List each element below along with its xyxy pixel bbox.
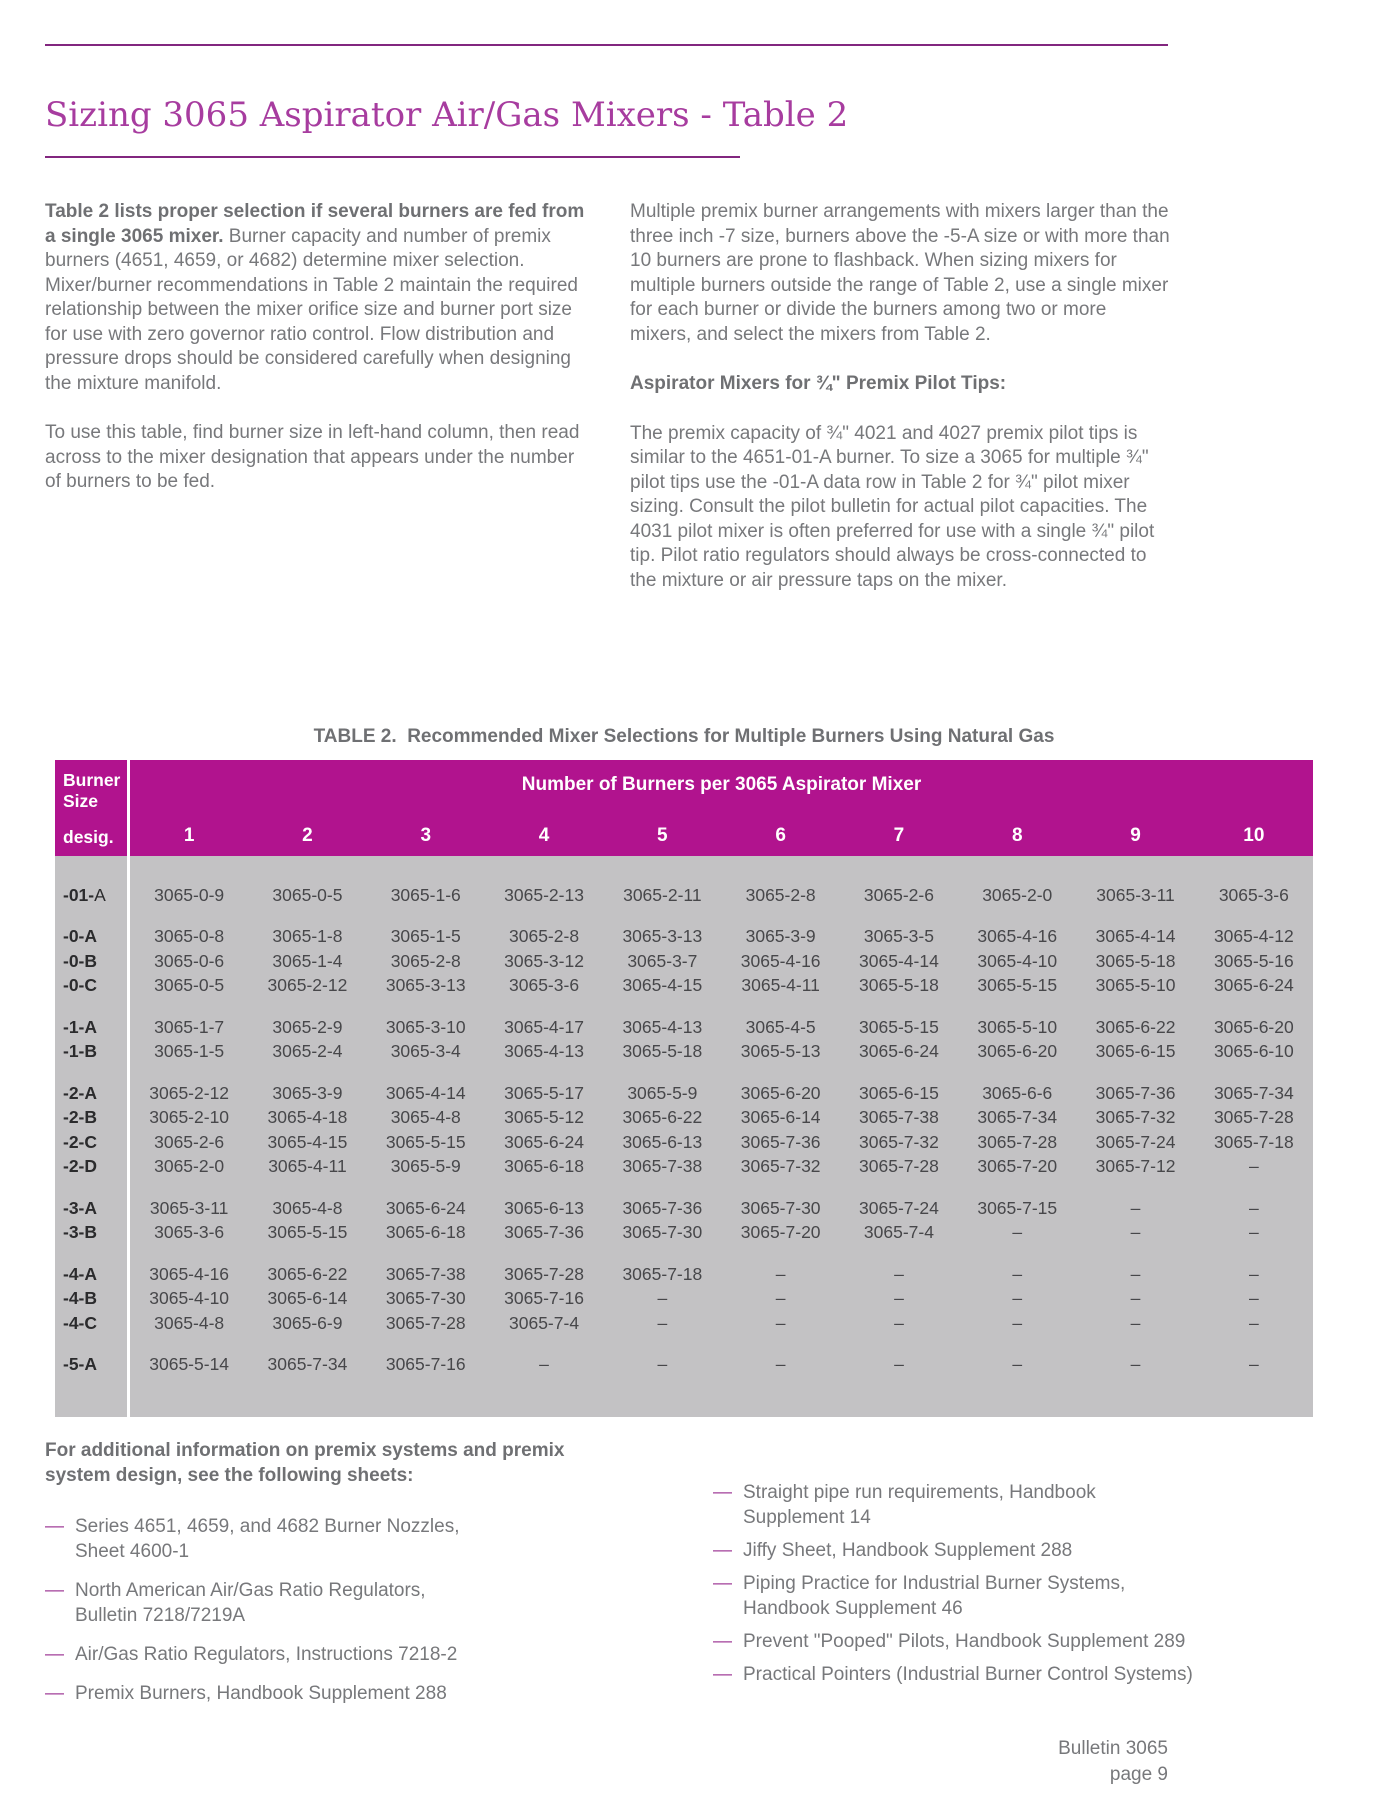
mixer-designation-cell: 3065-6-14 <box>740 1107 821 1128</box>
mixer-designation-cell: 3065-7-34 <box>1213 1082 1294 1103</box>
mixer-designation-cell: – <box>1012 1288 1023 1309</box>
mixer-designation-cell: 3065-2-13 <box>504 884 584 905</box>
mixer-designation-cell: 3065-7-36 <box>622 1197 703 1218</box>
mixer-designation-cell: 3065-4-8 <box>272 1197 343 1218</box>
mixer-designation-cell: 3065-3-12 <box>504 950 584 971</box>
mixer-designation-cell: 3065-3-11 <box>149 1197 229 1218</box>
mixer-designation-cell: – <box>1130 1263 1141 1284</box>
column-number-header: 8 <box>1011 825 1023 846</box>
table-row <box>55 1287 1313 1312</box>
mixer-designation-cell: 3065-7-32 <box>859 1131 939 1152</box>
burner-size-label: -0-A <box>63 926 98 947</box>
mixer-designation-cell: 3065-5-13 <box>740 1041 821 1062</box>
mixer-designation-cell: 3065-5-18 <box>859 975 939 996</box>
reference-item <box>713 1571 1193 1621</box>
table-row <box>55 925 1313 950</box>
mixer-designation-cell: 3065-5-15 <box>859 1016 939 1037</box>
mixer-designation-cell: 3065-7-24 <box>1095 1131 1176 1152</box>
reference-item <box>713 1538 1193 1563</box>
mixer-designation-cell: 3065-6-20 <box>740 1082 821 1103</box>
mixer-designation-cell: 3065-4-16 <box>149 1263 230 1284</box>
bulletin-page-number <box>1058 1736 1168 1788</box>
reference-item <box>45 1681 615 1706</box>
mixer-designation-cell: 3065-2-0 <box>154 1156 225 1177</box>
dash-bullet: — <box>713 1540 732 1561</box>
mixer-designation-cell: 3065-1-5 <box>154 1041 225 1062</box>
mixer-designation-cell: 3065-5-17 <box>504 1082 584 1103</box>
table-row <box>55 974 1313 999</box>
mixer-designation-cell: 3065-2-8 <box>390 950 461 971</box>
mixer-designation-cell: 3065-4-12 <box>1213 926 1294 947</box>
mixer-designation-cell: 3065-5-10 <box>977 1016 1058 1037</box>
mixer-designation-cell: 3065-7-20 <box>740 1222 821 1243</box>
mixer-designation-cell: 3065-7-16 <box>504 1288 584 1309</box>
mixer-designation-cell: – <box>1248 1354 1259 1375</box>
mixer-designation-cell: 3065-6-24 <box>859 1041 939 1062</box>
mixer-designation-cell: – <box>1012 1222 1023 1243</box>
row-group <box>55 1081 1313 1179</box>
table-row <box>55 1155 1313 1180</box>
mixer-designation-cell: 3065-6-13 <box>622 1131 703 1152</box>
burner-size-label: -3-A <box>63 1197 98 1218</box>
mixer-designation-cell: 3065-6-24 <box>385 1197 466 1218</box>
reference-text: North American Air/Gas Ratio Regulators, Bulletin 7218/7219A <box>75 1580 426 1626</box>
column-number-header: 3 <box>420 825 432 846</box>
mixer-designation-cell: – <box>657 1354 668 1375</box>
row-group <box>55 1353 1313 1378</box>
mixer-designation-cell: 3065-1-8 <box>272 926 343 947</box>
mixer-designation-cell: 3065-7-4 <box>509 1312 580 1333</box>
mixer-designation-cell: 3065-6-20 <box>977 1041 1058 1062</box>
mixer-designation-cell: 3065-5-10 <box>1095 975 1176 996</box>
mixer-designation-cell: 3065-1-4 <box>272 950 343 971</box>
mixer-designation-cell: 3065-1-7 <box>154 1016 225 1037</box>
reference-text: Prevent "Pooped" Pilots, Handbook Supplement 289 <box>743 1631 1186 1652</box>
mixer-designation-cell: 3065-2-8 <box>509 926 580 947</box>
reference-item <box>713 1629 1193 1654</box>
table-row <box>55 1311 1313 1336</box>
mixer-designation-cell: 3065-7-18 <box>622 1263 703 1284</box>
mixer-designation-cell: – <box>1248 1288 1259 1309</box>
mixer-designation-cell: 3065-4-10 <box>977 950 1058 971</box>
mixer-designation-cell: 3065-3-5 <box>863 926 934 947</box>
mixer-designation-cell: 3065-7-28 <box>977 1131 1058 1152</box>
mixer-designation-cell: 3065-4-16 <box>740 950 821 971</box>
table-column-numbers <box>130 825 1313 856</box>
mixer-designation-cell: 3065-4-15 <box>267 1131 348 1152</box>
mixer-designation-cell: 3065-5-15 <box>267 1222 348 1243</box>
burner-size-label: -2-D <box>63 1156 98 1177</box>
mixer-designation-cell: 3065-7-30 <box>740 1197 821 1218</box>
reference-item <box>45 1514 615 1564</box>
mixer-designation-cell: 3065-6-18 <box>504 1156 584 1177</box>
mixer-designation-cell: 3065-7-16 <box>385 1354 466 1375</box>
mixer-designation-cell: – <box>775 1263 786 1284</box>
mixer-designation-cell: 3065-7-15 <box>977 1197 1058 1218</box>
mixer-designation-cell: 3065-6-15 <box>859 1082 939 1103</box>
burner-size-label: -4-A <box>63 1263 98 1284</box>
reference-item <box>45 1578 615 1628</box>
intro-right-column <box>630 200 1170 593</box>
table-row <box>55 1262 1313 1287</box>
mixer-designation-cell: 3065-3-13 <box>385 975 466 996</box>
mixer-designation-cell: 3065-3-10 <box>385 1016 466 1037</box>
reference-item <box>713 1480 1193 1530</box>
additional-info-right <box>713 1480 1193 1695</box>
mixer-designation-cell: 3065-6-24 <box>1213 975 1294 996</box>
mixer-designation-cell: 3065-6-20 <box>1213 1016 1294 1037</box>
reference-text: Straight pipe run requirements, Handbook Supplement 14 <box>743 1482 1096 1528</box>
table-header <box>55 760 1313 856</box>
mixer-designation-cell: 3065-3-13 <box>622 926 703 947</box>
mixer-designation-cell: 3065-7-28 <box>504 1263 584 1284</box>
burner-size-label: -1-B <box>63 1041 98 1062</box>
mixer-designation-cell: 3065-7-20 <box>977 1156 1058 1177</box>
table-row <box>55 883 1313 908</box>
mixer-designation-cell: 3065-2-0 <box>982 884 1053 905</box>
mixer-designation-cell: 3065-7-30 <box>622 1222 703 1243</box>
mixer-designation-cell: 3065-6-13 <box>504 1197 584 1218</box>
row-group <box>55 1196 1313 1245</box>
mixer-designation-cell: – <box>1248 1263 1259 1284</box>
mixer-designation-cell: 3065-2-6 <box>154 1131 225 1152</box>
mixer-designation-cell: 3065-5-15 <box>385 1131 466 1152</box>
mixer-designation-cell: – <box>657 1312 668 1333</box>
mixer-designation-cell: 3065-0-8 <box>154 926 225 947</box>
table-row <box>55 1130 1313 1155</box>
mixer-designation-cell: 3065-7-38 <box>385 1263 466 1284</box>
mixer-designation-cell: 3065-5-9 <box>390 1156 461 1177</box>
table-caption-label: TABLE 2. <box>313 726 397 747</box>
mixer-designation-cell: 3065-7-32 <box>740 1156 821 1177</box>
mixer-designation-cell: 3065-7-4 <box>863 1222 934 1243</box>
additional-info-heading: For additional information on premix systems and premix system design, see the following sheets: <box>45 1440 565 1486</box>
mixer-designation-cell: 3065-4-8 <box>390 1107 461 1128</box>
mixer-designation-cell: 3065-2-11 <box>623 884 702 905</box>
mixer-designation-cell: 3065-4-15 <box>622 975 703 996</box>
mixer-designation-cell: 3065-3-7 <box>627 950 698 971</box>
table-body <box>55 856 1313 1417</box>
burner-size-label: -01-A <box>63 884 106 905</box>
mixer-designation-cell: 3065-5-14 <box>149 1354 230 1375</box>
flashback-paragraph: Multiple premix burner arrangements with mixers larger than the three inch -7 size, burners above the -5-A size or with more than 10 burners are prone to flashback. When sizing mixers for multiple burners outside the range of Table 2, use a single mixer for each burner or divide the burners among two or more mixers, and select the mixers from Table 2. <box>630 201 1170 345</box>
table-row <box>55 1221 1313 1246</box>
mixer-designation-cell: – <box>775 1288 786 1309</box>
intro-left-column <box>45 200 593 593</box>
column-number-header: 9 <box>1130 825 1141 846</box>
mixer-designation-cell: – <box>894 1263 904 1284</box>
mixer-designation-cell: 3065-7-36 <box>504 1222 584 1243</box>
row-group <box>55 883 1313 908</box>
mixer-designation-cell: 3065-3-11 <box>1096 884 1175 905</box>
corner-line-2: Size <box>63 791 99 811</box>
mixer-designation-cell: 3065-4-18 <box>267 1107 348 1128</box>
burner-size-label: -0-B <box>63 950 98 971</box>
mixer-designation-cell: 3065-6-6 <box>982 1082 1053 1103</box>
column-number-header: 10 <box>1243 825 1265 846</box>
page-number: page 9 <box>1109 1764 1168 1785</box>
mixer-designation-cell: 3065-4-13 <box>504 1041 584 1062</box>
row-group <box>55 925 1313 999</box>
mixer-designation-cell: – <box>894 1312 904 1333</box>
mixer-designation-cell: – <box>1130 1354 1141 1375</box>
column-number-header: 5 <box>657 825 668 846</box>
mixer-designation-cell: – <box>1130 1222 1141 1243</box>
burner-size-label: -0-C <box>63 975 98 996</box>
mixer-designation-cell: – <box>539 1354 549 1375</box>
mixer-designation-cell: 3065-4-14 <box>385 1082 466 1103</box>
dash-bullet: — <box>713 1664 732 1685</box>
table-caption-text: Recommended Mixer Selections for Multiple Burners Using Natural Gas <box>407 726 1055 747</box>
mixer-designation-cell: 3065-0-9 <box>154 884 225 905</box>
burner-size-label: -2-C <box>63 1131 98 1152</box>
mixer-designation-cell: – <box>1248 1222 1259 1243</box>
mixer-designation-cell: 3065-7-38 <box>622 1156 703 1177</box>
mixer-designation-cell: 3065-4-13 <box>622 1016 703 1037</box>
mixer-designation-cell: 3065-2-12 <box>267 975 348 996</box>
mixer-designation-cell: – <box>1130 1197 1141 1218</box>
mixer-designation-cell: 3065-6-15 <box>1095 1041 1176 1062</box>
table-row <box>55 1081 1313 1106</box>
table-row <box>55 1196 1313 1221</box>
mixer-designation-cell: 3065-0-6 <box>154 950 225 971</box>
mixer-designation-cell: 3065-7-28 <box>385 1312 466 1333</box>
mixer-designation-cell: 3065-6-9 <box>272 1312 343 1333</box>
column-number-header: 1 <box>183 825 195 846</box>
right-reference-list <box>713 1480 1193 1687</box>
row-group <box>55 1015 1313 1064</box>
mixer-designation-cell: – <box>894 1354 904 1375</box>
intro-paragraph-1-bold: Table 2 lists proper selection if several burners are fed from a single 3065 mixer. <box>45 201 585 247</box>
reference-item <box>713 1662 1193 1687</box>
mixer-designation-cell: 3065-7-12 <box>1095 1156 1176 1177</box>
mixer-designation-cell: 3065-6-22 <box>622 1107 703 1128</box>
mixer-designation-cell: 3065-5-12 <box>504 1107 584 1128</box>
mixer-designation-cell: – <box>1248 1197 1259 1218</box>
mixer-designation-cell: 3065-6-24 <box>504 1131 584 1152</box>
mixer-designation-cell: 3065-1-6 <box>390 884 461 905</box>
additional-info-left <box>45 1438 615 1720</box>
title-underline-rule <box>45 156 740 158</box>
pilot-tips-heading: Aspirator Mixers for ¾" Premix Pilot Tips: <box>630 373 1007 394</box>
page-title: Sizing 3065 Aspirator Air/Gas Mixers - Table 2 <box>45 94 849 135</box>
mixer-designation-cell: 3065-2-6 <box>863 884 934 905</box>
mixer-designation-cell: 3065-5-18 <box>1095 950 1176 971</box>
dash-bullet: — <box>713 1482 732 1503</box>
mixer-designation-cell: 3065-3-6 <box>509 975 580 996</box>
mixer-designation-cell: 3065-2-8 <box>745 884 816 905</box>
mixer-designation-cell: 3065-3-9 <box>272 1082 343 1103</box>
table-row <box>55 1015 1313 1040</box>
column-number-header: 2 <box>302 825 313 846</box>
mixer-designation-cell: 3065-3-9 <box>745 926 816 947</box>
dash-bullet: — <box>45 1516 64 1537</box>
mixer-designation-cell: 3065-4-10 <box>149 1288 230 1309</box>
mixer-designation-cell: 3065-3-6 <box>1218 884 1289 905</box>
mixer-designation-cell: 3065-7-28 <box>859 1156 939 1177</box>
mixer-designation-cell: 3065-1-5 <box>390 926 461 947</box>
reference-text: Air/Gas Ratio Regulators, Instructions 7218-2 <box>75 1644 458 1665</box>
mixer-designation-cell: – <box>1248 1156 1259 1177</box>
mixer-designation-cell: 3065-0-5 <box>272 884 343 905</box>
mixer-designation-cell: 3065-4-11 <box>268 1156 347 1177</box>
mixer-designation-cell: 3065-5-9 <box>627 1082 698 1103</box>
mixer-designation-cell: 3065-6-18 <box>385 1222 466 1243</box>
dash-bullet: — <box>713 1573 732 1594</box>
mixer-designation-cell: – <box>1130 1312 1141 1333</box>
mixer-designation-cell: 3065-4-14 <box>1095 926 1176 947</box>
mixer-designation-cell: 3065-7-36 <box>1095 1082 1176 1103</box>
mixer-designation-cell: 3065-5-16 <box>1213 950 1294 971</box>
row-group <box>55 1262 1313 1336</box>
table-row <box>55 949 1313 974</box>
top-rule <box>45 44 1168 46</box>
reference-text: Piping Practice for Industrial Burner Systems, Handbook Supplement 46 <box>743 1573 1126 1619</box>
mixer-designation-cell: 3065-7-34 <box>977 1107 1058 1128</box>
mixer-designation-cell: 3065-6-14 <box>267 1288 348 1309</box>
mixer-designation-cell: – <box>1012 1354 1023 1375</box>
table-row <box>55 1106 1313 1131</box>
mixer-designation-cell: 3065-4-14 <box>859 950 939 971</box>
column-number-header: 6 <box>775 825 786 846</box>
burner-size-label: -2-B <box>63 1107 98 1128</box>
mixer-selection-table <box>55 760 1313 1417</box>
dash-bullet: — <box>713 1631 732 1652</box>
mixer-designation-cell: 3065-7-32 <box>1095 1107 1176 1128</box>
mixer-designation-cell: – <box>775 1354 786 1375</box>
mixer-designation-cell: 3065-3-6 <box>154 1222 225 1243</box>
mixer-designation-cell: 3065-2-12 <box>149 1082 230 1103</box>
table-column-separator <box>127 760 130 1417</box>
burners-per-mixer-header: Number of Burners per 3065 Aspirator Mixer <box>521 774 922 795</box>
mixer-designation-cell: 3065-3-4 <box>390 1041 461 1062</box>
burner-size-label: -4-C <box>63 1312 98 1333</box>
intro-paragraph-2: To use this table, find burner size in left-hand column, then read across to the mixer designation that appears under the number of burners to be fed. <box>45 422 580 492</box>
intro-paragraph-1-rest: Burner capacity and number of premix burners (4651, 4659, or 4682) determine mixer selection. Mixer/burner recommendations in Table 2 maintain the required relationship between the mixer orifice size and burner port size for use with zero governor ratio control. Flow distribution and pressure drops should be considered carefully when designing the mixture manifold. <box>45 225 578 394</box>
column-number-header: 4 <box>538 825 550 846</box>
table-row <box>55 1040 1313 1065</box>
burner-size-label: -4-B <box>63 1288 98 1309</box>
reference-text: Series 4651, 4659, and 4682 Burner Nozzles, Sheet 4600-1 <box>75 1516 460 1562</box>
mixer-designation-cell: – <box>657 1288 668 1309</box>
burner-size-label: -1-A <box>63 1016 98 1037</box>
table-row <box>55 1353 1313 1378</box>
mixer-designation-cell: 3065-7-18 <box>1213 1131 1294 1152</box>
mixer-designation-cell: 3065-6-22 <box>267 1263 348 1284</box>
table-header-right <box>130 760 1313 856</box>
mixer-designation-cell: 3065-7-38 <box>859 1107 939 1128</box>
dash-bullet: — <box>45 1683 64 1704</box>
dash-bullet: — <box>45 1580 64 1601</box>
mixer-designation-cell: 3065-7-30 <box>385 1288 466 1309</box>
mixer-designation-cell: 3065-5-18 <box>622 1041 703 1062</box>
mixer-designation-cell: 3065-0-5 <box>154 975 225 996</box>
corner-line-3: desig. <box>63 827 114 847</box>
mixer-designation-cell: – <box>894 1288 904 1309</box>
mixer-designation-cell: 3065-7-28 <box>1213 1107 1294 1128</box>
left-reference-list <box>45 1514 615 1706</box>
mixer-designation-cell: – <box>1130 1288 1141 1309</box>
mixer-designation-cell: 3065-4-17 <box>504 1016 584 1037</box>
mixer-designation-cell: 3065-2-9 <box>272 1016 343 1037</box>
mixer-designation-cell: 3065-4-8 <box>154 1312 225 1333</box>
mixer-designation-cell: 3065-7-24 <box>859 1197 939 1218</box>
bulletin-number: Bulletin 3065 <box>1058 1738 1168 1759</box>
mixer-designation-cell: – <box>1012 1312 1023 1333</box>
pilot-tips-paragraph: The premix capacity of ¾" 4021 and 4027 premix pilot tips is similar to the 4651-01-A burner. To size a 3065 for multiple ¾" pilot tips use the -01-A data row in Table 2 for ¾" pilot mixer sizing. Consult the pilot bulletin for actual pilot capacities. The 4031 pilot mixer is often preferred for use with a single ¾" pilot tip. Pilot ratio regulators should always be cross-connected to the mixture or air pressure taps on the mixer. <box>630 422 1155 591</box>
column-number-header: 7 <box>893 825 905 846</box>
intro-paragraph-1 <box>45 200 593 396</box>
mixer-designation-cell: – <box>1248 1312 1259 1333</box>
corner-line-1: Burner <box>63 770 121 790</box>
reference-text: Premix Burners, Handbook Supplement 288 <box>75 1683 447 1704</box>
mixer-designation-cell: 3065-4-11 <box>741 975 820 996</box>
burner-size-label: -5-A <box>63 1354 98 1375</box>
burner-size-label: -3-B <box>63 1222 98 1243</box>
mixer-designation-cell: 3065-7-36 <box>740 1131 821 1152</box>
reference-item <box>45 1642 615 1667</box>
dash-bullet: — <box>45 1644 64 1665</box>
table-caption <box>55 726 1313 748</box>
mixer-designation-cell: 3065-4-5 <box>745 1016 816 1037</box>
mixer-designation-cell: 3065-5-15 <box>977 975 1058 996</box>
reference-text: Jiffy Sheet, Handbook Supplement 288 <box>743 1540 1073 1561</box>
mixer-designation-cell: 3065-2-10 <box>149 1107 230 1128</box>
mixer-designation-cell: 3065-6-10 <box>1213 1041 1294 1062</box>
mixer-designation-cell: 3065-7-34 <box>267 1354 348 1375</box>
mixer-designation-cell: – <box>775 1312 786 1333</box>
mixer-designation-cell: 3065-2-4 <box>272 1041 343 1062</box>
mixer-designation-cell: – <box>1012 1263 1023 1284</box>
reference-text: Practical Pointers (Industrial Burner Control Systems) <box>743 1664 1193 1685</box>
mixer-designation-cell: 3065-4-16 <box>977 926 1058 947</box>
burner-size-label: -2-A <box>63 1082 98 1103</box>
intro-text-columns <box>45 200 1170 593</box>
mixer-designation-cell: 3065-6-22 <box>1095 1016 1176 1037</box>
burner-size-corner-header <box>55 760 130 856</box>
